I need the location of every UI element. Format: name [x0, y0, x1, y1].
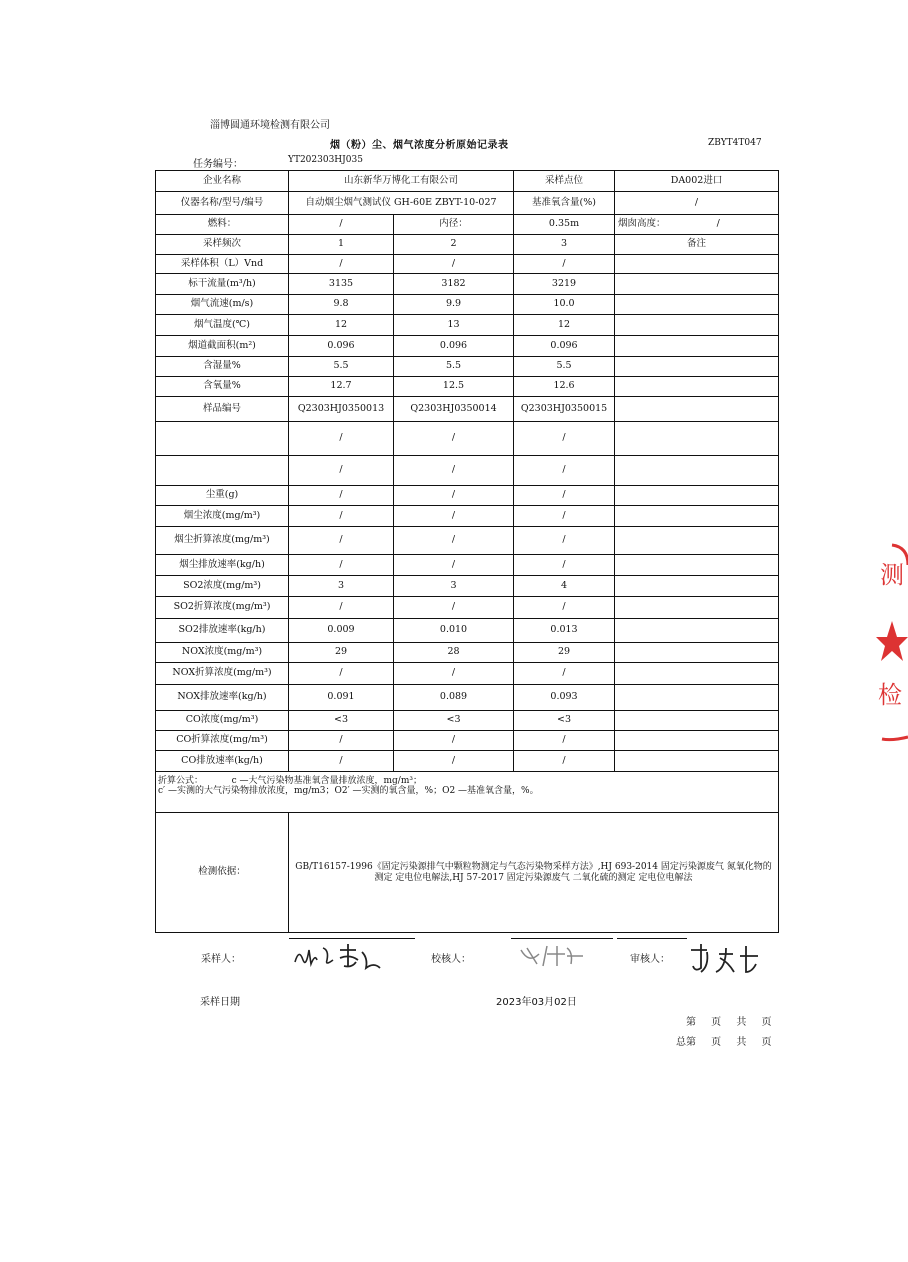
formula-cell: [156, 772, 779, 813]
row-label: 烟尘折算浓度(mg/m³): [156, 527, 289, 555]
chimney-height-cell: [615, 215, 779, 235]
value-cell-v2: 3: [394, 576, 514, 597]
fuel-row: [156, 215, 779, 235]
diameter-value: 0.35m: [514, 215, 615, 235]
value-cell-v1: 0.096: [289, 336, 394, 357]
value-cell-v3: /: [514, 663, 615, 685]
value-cell-v1: /: [289, 555, 394, 576]
row-label: NOX排放速率(kg/h): [156, 685, 289, 711]
value-cell-v3: /: [514, 555, 615, 576]
note-cell: [615, 506, 779, 527]
note-cell: [615, 555, 779, 576]
value-cell-v1: /: [289, 663, 394, 685]
value-cell-v3: 0.013: [514, 619, 615, 643]
value-cell-v3: <3: [514, 711, 615, 731]
row-label: 含湿量%: [156, 357, 289, 377]
sampler-signature: [290, 938, 400, 972]
value-cell-v1: 0.091: [289, 685, 394, 711]
page-number-line: 第 页 共 页: [686, 1017, 772, 1028]
formula-row: [156, 772, 779, 813]
value-cell-v3: /: [514, 751, 615, 772]
value-cell-v3: /: [514, 731, 615, 751]
row-label: CO排放速率(kg/h): [156, 751, 289, 772]
row-label: SO2排放速率(kg/h): [156, 619, 289, 643]
row-label: SO2折算浓度(mg/m³): [156, 597, 289, 619]
row-label: 尘重(g): [156, 486, 289, 506]
fuel-label: 燃料：: [156, 215, 289, 235]
chimney-height-value: /: [716, 218, 720, 230]
value-cell-v2: /: [394, 506, 514, 527]
sampling-point-value: DA002进口: [615, 171, 779, 192]
note-cell: [615, 422, 779, 456]
value-cell-v1: 0.009: [289, 619, 394, 643]
data-row: [156, 235, 779, 255]
basis-text: GB/T16157-1996《固定污染源排气中颗粒物测定与气态污染物采样方法》,HJ 693-2014 固定污染源废气 氮氧化物的测定 定电位电解法,HJ 57-2017 固定污染源废气 二氧化硫的测定 定电位电解法: [289, 813, 779, 933]
task-number-value: YT202303HJ035: [288, 155, 363, 165]
fuel-value: /: [289, 215, 394, 235]
formula-line-1: 折算公式： c —大气污染物基准氧含量排放浓度，mg/m³；: [158, 776, 422, 786]
row-label: 烟尘浓度(mg/m³): [156, 506, 289, 527]
row-label: 含氧量%: [156, 377, 289, 397]
data-row: [156, 377, 779, 397]
value-cell-v2: 28: [394, 643, 514, 663]
value-cell-v3: 0.096: [514, 336, 615, 357]
value-cell-v1: 3: [289, 576, 394, 597]
data-row: [156, 274, 779, 295]
enterprise-value: 山东新华万博化工有限公司: [289, 171, 514, 192]
value-cell-v2: 3182: [394, 274, 514, 295]
row-label: 样品编号: [156, 397, 289, 422]
value-cell-v3: 29: [514, 643, 615, 663]
note-cell: [615, 576, 779, 597]
data-row: [156, 555, 779, 576]
note-cell: [615, 663, 779, 685]
value-cell-v2: 0.010: [394, 619, 514, 643]
value-cell-v2: /: [394, 663, 514, 685]
value-cell-v2: 9.9: [394, 295, 514, 315]
instrument-value: 自动烟尘烟气测试仪 GH-60E ZBYT-10-027: [289, 192, 514, 215]
note-cell: [615, 377, 779, 397]
data-row: [156, 255, 779, 274]
enterprise-row: [156, 171, 779, 192]
sampling-date-label: 采样日期: [200, 997, 240, 1008]
value-cell-v1: /: [289, 527, 394, 555]
svg-text:检: 检: [878, 681, 902, 709]
value-cell-v1: 3135: [289, 274, 394, 295]
value-cell-v2: /: [394, 527, 514, 555]
data-row: [156, 619, 779, 643]
data-row: [156, 315, 779, 336]
note-cell: [615, 751, 779, 772]
data-row: [156, 357, 779, 377]
value-cell-v3: /: [514, 486, 615, 506]
value-cell-v1: Q2303HJ0350013: [289, 397, 394, 422]
note-cell: [615, 643, 779, 663]
data-row: [156, 751, 779, 772]
data-row: [156, 597, 779, 619]
value-cell-v3: 0.093: [514, 685, 615, 711]
instrument-row: [156, 192, 779, 215]
diameter-label: 内径：: [394, 215, 514, 235]
value-cell-v1: /: [289, 422, 394, 456]
chimney-height-label: 烟囱高度：: [618, 218, 666, 230]
note-cell: [615, 315, 779, 336]
row-label: CO浓度(mg/m³): [156, 711, 289, 731]
value-cell-v1: 12: [289, 315, 394, 336]
note-cell: [615, 685, 779, 711]
value-cell-v1: 9.8: [289, 295, 394, 315]
note-cell: [615, 597, 779, 619]
row-label: CO折算浓度(mg/m³): [156, 731, 289, 751]
row-label: [156, 456, 289, 486]
data-row: [156, 711, 779, 731]
note-cell: [615, 357, 779, 377]
row-label: NOX折算浓度(mg/m³): [156, 663, 289, 685]
value-cell-v1: 1: [289, 235, 394, 255]
value-cell-v3: /: [514, 506, 615, 527]
value-cell-v3: 10.0: [514, 295, 615, 315]
value-cell-v2: 2: [394, 235, 514, 255]
value-cell-v1: 5.5: [289, 357, 394, 377]
note-cell: [615, 397, 779, 422]
note-cell: [615, 456, 779, 486]
value-cell-v3: 3: [514, 235, 615, 255]
value-cell-v2: /: [394, 486, 514, 506]
record-table: [155, 170, 779, 933]
base-oxygen-label: 基准氧含量(%): [514, 192, 615, 215]
task-number-label: 任务编号：: [193, 159, 243, 170]
data-row: [156, 397, 779, 422]
reviewer-underline-left: [617, 938, 687, 939]
note-cell: [615, 527, 779, 555]
value-cell-v2: 13: [394, 315, 514, 336]
signature-row: [155, 938, 778, 976]
basis-label: 检测依据：: [156, 813, 289, 933]
value-cell-v1: /: [289, 597, 394, 619]
value-cell-v2: <3: [394, 711, 514, 731]
value-cell-v1: 12.7: [289, 377, 394, 397]
official-seal-stamp: [878, 543, 908, 743]
data-row: [156, 643, 779, 663]
value-cell-v3: /: [514, 527, 615, 555]
row-label: SO2浓度(mg/m³): [156, 576, 289, 597]
note-cell: [615, 295, 779, 315]
data-row: [156, 336, 779, 357]
note-cell: [615, 731, 779, 751]
data-row: [156, 685, 779, 711]
formula-line-2: c′ —实测的大气污染物排放浓度，mg/m3；O2′ —实测的氧含量，%；O2 —基准氧含量，%。: [158, 786, 539, 797]
value-cell-v2: 0.089: [394, 685, 514, 711]
value-cell-v1: <3: [289, 711, 394, 731]
value-cell-v2: 12.5: [394, 377, 514, 397]
value-cell-v1: /: [289, 456, 394, 486]
note-cell: [615, 274, 779, 295]
value-cell-v2: /: [394, 555, 514, 576]
base-oxygen-value: /: [615, 192, 779, 215]
note-cell: [615, 336, 779, 357]
sampler-underline: [289, 938, 415, 939]
value-cell-v2: /: [394, 422, 514, 456]
row-label: 采样体积（L）Vnd: [156, 255, 289, 274]
note-cell: [615, 711, 779, 731]
value-cell-v2: /: [394, 456, 514, 486]
data-row: [156, 731, 779, 751]
value-cell-v1: /: [289, 255, 394, 274]
value-cell-v1: /: [289, 486, 394, 506]
value-cell-v2: 0.096: [394, 336, 514, 357]
value-cell-v3: 4: [514, 576, 615, 597]
value-cell-v2: Q2303HJ0350014: [394, 397, 514, 422]
value-cell-v3: /: [514, 422, 615, 456]
value-cell-v3: Q2303HJ0350015: [514, 397, 615, 422]
value-cell-v3: /: [514, 255, 615, 274]
sampling-date-value: 2023年03月02日: [496, 997, 577, 1008]
value-cell-v3: 12: [514, 315, 615, 336]
company-name: 淄博圆通环境检测有限公司: [210, 120, 330, 131]
value-cell-v1: /: [289, 731, 394, 751]
checker-signature: [515, 938, 610, 972]
value-cell-v3: /: [514, 456, 615, 486]
enterprise-label: 企业名称: [156, 171, 289, 192]
value-cell-v3: /: [514, 597, 615, 619]
data-row: [156, 456, 779, 486]
value-cell-v2: 5.5: [394, 357, 514, 377]
data-row: [156, 295, 779, 315]
data-row: [156, 486, 779, 506]
instrument-label: 仪器名称/型号/编号: [156, 192, 289, 215]
value-cell-v3: 12.6: [514, 377, 615, 397]
form-title: 烟（粉）尘、烟气浓度分析原始记录表: [330, 140, 509, 151]
checker-underline: [511, 938, 613, 939]
value-cell-v1: /: [289, 751, 394, 772]
row-label: [156, 422, 289, 456]
checker-label: 校核人：: [431, 954, 471, 965]
total-page-number-line: 总第 页 共 页: [676, 1037, 772, 1048]
row-label: 烟气流速(m/s): [156, 295, 289, 315]
note-cell: [615, 255, 779, 274]
row-label: 烟气温度(℃): [156, 315, 289, 336]
note-cell: 备注: [615, 235, 779, 255]
reviewer-label: 审核人：: [630, 954, 670, 965]
data-row: [156, 527, 779, 555]
sampling-point-label: 采样点位: [514, 171, 615, 192]
row-label: 采样频次: [156, 235, 289, 255]
data-row: [156, 576, 779, 597]
note-cell: [615, 486, 779, 506]
value-cell-v3: 3219: [514, 274, 615, 295]
value-cell-v3: 5.5: [514, 357, 615, 377]
value-cell-v2: /: [394, 731, 514, 751]
svg-text:测: 测: [880, 561, 904, 589]
note-cell: [615, 619, 779, 643]
value-cell-v2: /: [394, 751, 514, 772]
basis-row: [156, 813, 779, 933]
row-label: 烟尘排放速率(kg/h): [156, 555, 289, 576]
value-cell-v2: /: [394, 255, 514, 274]
data-row: [156, 422, 779, 456]
row-label: NOX浓度(mg/m³): [156, 643, 289, 663]
value-cell-v1: 29: [289, 643, 394, 663]
row-label: 烟道截面积(m²): [156, 336, 289, 357]
sampler-label: 采样人：: [201, 954, 241, 965]
row-label: 标干流量(m³/h): [156, 274, 289, 295]
value-cell-v1: /: [289, 506, 394, 527]
reviewer-signature: [685, 938, 775, 974]
data-row: [156, 506, 779, 527]
data-row: [156, 663, 779, 685]
form-code: ZBYT4T047: [708, 138, 762, 148]
value-cell-v2: /: [394, 597, 514, 619]
